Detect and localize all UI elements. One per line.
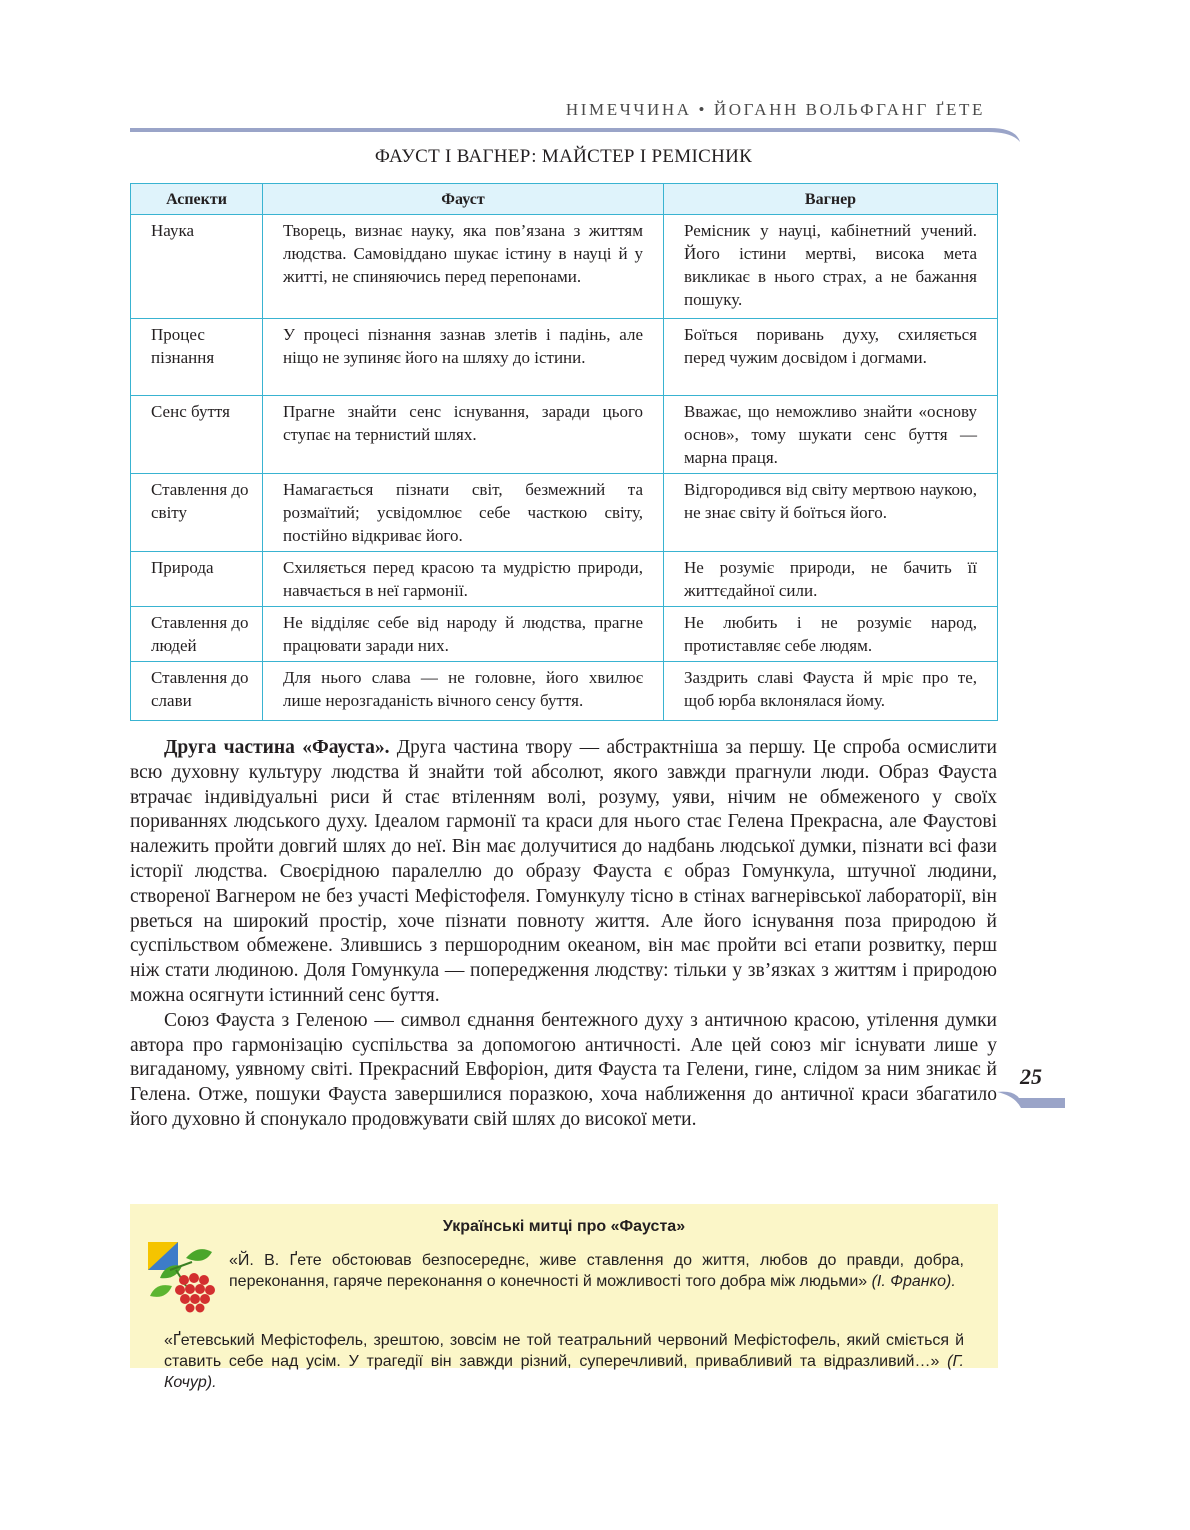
cell-wagner: Не розуміє природи, не бачить її життєдайної сили. [664,552,998,607]
cell-aspect: Сенс буття [131,396,263,474]
cell-faust: Прагне знайти сенс існування, заради цього ступає на тернистий шлях. [263,396,664,474]
cell-faust: Для нього слава — не головне, його хвилює лише нерозгаданість вічного сенсу буття. [263,662,664,721]
cell-wagner: Боїться поривань духу, схиляється перед чужим досвідом і догмами. [664,319,998,396]
paragraph-text: Друга частина твору — абстрактніша за першу. Це спроба осмислити всю духовну культуру людства й знайти той абсолют, якого завжди прагнули люди. Образ Фауста втрачає індивідуальні риси й стає втіленням волі, розуму, уяви, нічим не обмеженого у своїх пориваннях людського духу. Ідеалом гармонії та краси для нього стає Гелена Прекрасна, але Фаустові належить пройти довгий шлях до неї. Він має долучитися до надбань людської думки, пізнати всі фази історії людства. Своєрідною паралеллю до образу Фауста є образ Гомункула, штучної людини, створеної Вагнером не без участі Мефістофеля. Гомункулу тісно в стінах вагнерівської лабораторії, він рветься на широкий простір, хоче пізнати повноту життя. Але його існування поза природою й суспільством обмежене. Злившись з першородним океаном, він має пройти всі етапи розвитку, перш ніж стати людиною. Доля Гомункула — попередження людству: тільки у зв’язках з життям і природою можна осягнути істинний сенс буття. [130,737,997,1006]
cell-wagner: Не любить і не розуміє народ, протиставляє себе людям. [664,607,998,662]
cell-wagner: Заздрить славі Фауста й мріє про те, щоб юрба вклонялася йому. [664,662,998,721]
cell-wagner: Ремісник у науці, кабінетний учений. Його істини мертві, висока мета викликає в нього страх, а не бажання пошуку. [664,215,998,319]
quote-author: (І. Франко). [867,1273,956,1290]
column-header-aspects: Аспекти [131,184,263,215]
paragraph: Союз Фауста з Геленою — символ єднання бентежного духу з античною красою, утілення думки автора про гармонізацію суспільства за допомогою античності. Але цей союз міг існувати лише у вигаданому, уявному світі. Прекрасний Евфоріон, дитя Фауста та Гелени, гине, слідом за ним зникає й Гелена. Отже, пошуки Фауста завершилися поразкою, хоча наближення до античної краси збагатило його духовно й спонукало продовжувати свій шлях до високої мети. [130,1009,997,1130]
cell-faust: Намагається пізнати світ, безмежний та розмаїтий; усвідомлює себе часткою світу, постійно відкриває його. [263,474,664,552]
table-title: ФАУСТ І ВАГНЕР: МАЙСТЕР І РЕМІСНИК [374,146,753,167]
quote-franko [229,1250,964,1292]
cell-faust: Не відділяє себе від народу й людства, прагне працювати заради них. [263,607,664,662]
table-row [131,662,998,721]
table-row [131,474,998,552]
body-text [130,736,997,1133]
table-row [131,319,998,396]
cell-aspect: Ставлення до людей [131,607,263,662]
column-header-faust: Фауст [263,184,664,215]
cell-aspect: Ставлення до слави [131,662,263,721]
cell-aspect: Природа [131,552,263,607]
cell-aspect: Наука [131,215,263,319]
cell-wagner: Вважає, що неможливо знайти «основу основ», тому шукати сенс буття — марна праця. [664,396,998,474]
page-number-tab [995,1084,1070,1114]
page-number: 25 [1020,1064,1042,1089]
quote-text: «Й. В. Ґете обстоював безпосереднє, живе ставлення до життя, любов до правди, добра, переконання, гаряче переконання о конечності й можливості того добра між людьми» [229,1252,964,1290]
table-row [131,396,998,474]
cell-faust: Схиляється перед красою та мудрістю природи, навчається в неї гармонії. [263,552,664,607]
paragraph [130,736,997,1009]
quote-text: «Ґетевський Мефістофель, зрештою, зовсім не той театральний червоний Мефістофель, який сміється й ставить себе над усім. У трагедії він завжди різний, суперечливий, привабливий та відразливий…» [164,1332,964,1370]
table-row [131,552,998,607]
table-row [131,607,998,662]
cell-aspect: Ставлення до світу [131,474,263,552]
paragraph-lead: Друга частина «Фауста». [164,737,390,758]
quote-box-title: Українські митці про «Фауста» [442,1218,686,1235]
column-header-wagner: Вагнер [664,184,998,215]
quote-kochur [164,1330,964,1393]
table-row [131,215,998,319]
quote-author: (Г. Кочур). [164,1353,964,1391]
quote-box [130,1204,998,1391]
viburnum-icon [146,1240,218,1314]
cell-faust: У процесі пізнання зазнав злетів і падінь, але ніщо не зупиняє його на шляху до істини. [263,319,664,396]
cell-aspect: Процес пізнання [131,319,263,396]
running-head: НІМЕЧЧИНА • ЙОГАНН ВОЛЬФГАНГ ҐЕТЕ [565,100,985,119]
comparison-table [130,183,998,721]
table-header-row [131,184,998,215]
cell-faust: Творець, визнає науку, яка пов’язана з життям людства. Самовіддано шукає істину в науці й у житті, не спиняючись перед перепонами. [263,215,664,319]
cell-wagner: Відгородився від світу мертвою наукою, не знає світу й боїться його. [664,474,998,552]
